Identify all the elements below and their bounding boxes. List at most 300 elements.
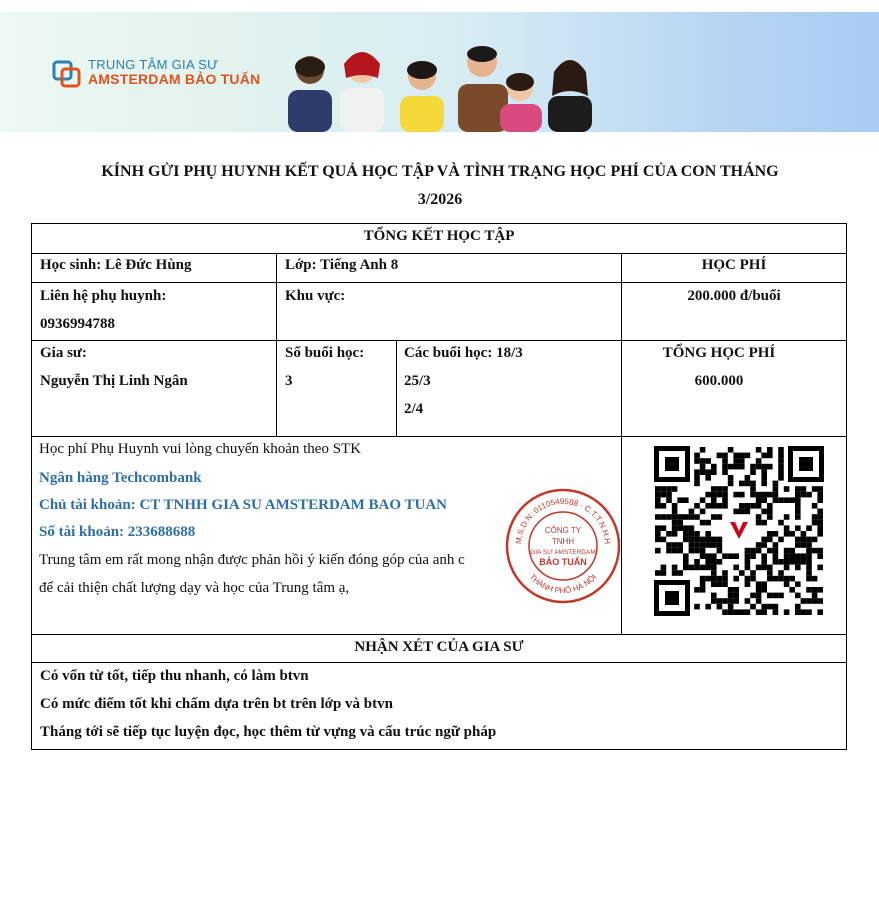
qr-module xyxy=(739,609,745,615)
qr-module xyxy=(761,520,767,526)
qr-module xyxy=(806,570,812,576)
review-line: Tháng tới sẽ tiếp tục luyện đọc, học thêm từ vựng và cấu trúc ngữ pháp xyxy=(40,724,497,740)
qr-module xyxy=(672,542,678,548)
qr-module xyxy=(795,537,801,543)
qr-module xyxy=(728,598,734,604)
qr-module xyxy=(784,559,790,565)
qr-module xyxy=(733,565,739,571)
qr-module xyxy=(711,559,717,565)
brand-logo-icon xyxy=(52,59,82,89)
qr-module xyxy=(728,475,734,481)
banner-people-illustration xyxy=(270,12,610,132)
qr-module xyxy=(745,565,751,571)
qr-module xyxy=(761,497,767,503)
qr-module xyxy=(756,587,762,593)
qr-module xyxy=(773,531,779,537)
qr-module xyxy=(683,525,689,531)
qr-module xyxy=(700,548,706,554)
qr-module xyxy=(717,492,723,498)
qr-module xyxy=(683,553,689,559)
review-line: Có vốn từ tốt, tiếp thu nhanh, có làm btvn xyxy=(40,668,309,684)
stamp-ring-text: M.S.D.N: 0110549588 - C.T.T.N.H.H xyxy=(513,496,613,545)
session-date: 2/4 xyxy=(404,401,424,417)
qr-module xyxy=(817,548,823,554)
qr-module xyxy=(778,537,784,543)
qr-module xyxy=(694,503,700,509)
qr-module xyxy=(817,520,823,526)
qr-module xyxy=(767,537,773,543)
qr-module xyxy=(761,469,767,475)
qr-module xyxy=(761,492,767,498)
qr-module xyxy=(789,587,795,593)
qr-module xyxy=(739,458,745,464)
qr-module xyxy=(728,464,734,470)
qr-module xyxy=(789,548,795,554)
qr-module xyxy=(817,486,823,492)
qr-module xyxy=(711,497,717,503)
qr-module xyxy=(672,531,678,537)
qr-module xyxy=(756,598,762,604)
qr-module xyxy=(812,576,818,582)
qr-module xyxy=(694,604,700,610)
qr-module xyxy=(694,565,700,571)
qr-module xyxy=(666,542,672,548)
qr-module xyxy=(817,509,823,515)
qr-module xyxy=(705,503,711,509)
qr-module xyxy=(806,598,812,604)
qr-module xyxy=(722,576,728,582)
bank-name: Ngân hàng Techcombank xyxy=(39,470,202,486)
qr-module xyxy=(711,598,717,604)
col-divider xyxy=(396,340,397,437)
qr-module xyxy=(789,576,795,582)
qr-module xyxy=(812,598,818,604)
tutor-name: Nguyễn Thị Linh Ngân xyxy=(40,373,188,389)
qr-module xyxy=(773,481,779,487)
qr-module xyxy=(683,565,689,571)
qr-module xyxy=(711,576,717,582)
qr-module xyxy=(711,492,717,498)
stamp-line2: TNHH xyxy=(551,537,575,546)
qr-module xyxy=(778,576,784,582)
qr-module xyxy=(795,542,801,548)
qr-module xyxy=(789,553,795,559)
qr-module xyxy=(733,598,739,604)
total-fee-label: TỔNG HỌC PHÍ xyxy=(662,345,776,361)
qr-module xyxy=(778,570,784,576)
session-count: 3 xyxy=(285,373,293,389)
qr-module xyxy=(694,453,700,459)
qr-module xyxy=(717,548,723,554)
qr-module xyxy=(817,598,823,604)
qr-module xyxy=(733,576,739,582)
qr-module xyxy=(694,469,700,475)
qr-module xyxy=(700,565,706,571)
qr-module xyxy=(672,548,678,554)
qr-module xyxy=(683,537,689,543)
qr-module xyxy=(784,486,790,492)
qr-module xyxy=(812,520,818,526)
qr-module xyxy=(722,570,728,576)
parent-phone: 0936994788 xyxy=(40,316,115,332)
qr-module xyxy=(700,464,706,470)
qr-module xyxy=(739,464,745,470)
qr-module xyxy=(661,514,667,520)
qr-module xyxy=(666,548,672,554)
qr-module xyxy=(801,609,807,615)
qr-module xyxy=(767,593,773,599)
qr-module xyxy=(767,548,773,554)
col-divider xyxy=(276,253,277,437)
session-count-label: Số buổi học: xyxy=(285,345,365,361)
qr-module xyxy=(700,509,706,515)
qr-module xyxy=(812,514,818,520)
qr-module xyxy=(750,576,756,582)
qr-module xyxy=(722,497,728,503)
qr-module xyxy=(666,514,672,520)
qr-module xyxy=(655,492,661,498)
qr-module xyxy=(694,537,700,543)
qr-module xyxy=(761,604,767,610)
qr-module xyxy=(795,497,801,503)
qr-module xyxy=(773,497,779,503)
qr-module xyxy=(711,593,717,599)
qr-module xyxy=(700,576,706,582)
qr-module xyxy=(700,469,706,475)
qr-module xyxy=(694,548,700,554)
qr-module xyxy=(761,587,767,593)
qr-module xyxy=(773,542,779,548)
page-title-line2: 3/2026 xyxy=(417,191,463,208)
qr-module xyxy=(784,531,790,537)
qr-module xyxy=(661,525,667,531)
qr-module xyxy=(722,492,728,498)
qr-module xyxy=(722,503,728,509)
qr-module xyxy=(655,531,661,537)
qr-module xyxy=(806,587,812,593)
stamp-line1: CÔNG TY xyxy=(544,526,582,535)
qr-module xyxy=(767,531,773,537)
qr-module xyxy=(767,464,773,470)
qr-module xyxy=(672,565,678,571)
qr-module xyxy=(694,458,700,464)
qr-module xyxy=(778,520,784,526)
qr-module xyxy=(677,570,683,576)
qr-module xyxy=(756,464,762,470)
qr-module xyxy=(806,548,812,554)
qr-module xyxy=(795,581,801,587)
qr-module xyxy=(745,559,751,565)
qr-module xyxy=(812,503,818,509)
qr-module xyxy=(773,548,779,554)
stamp-line3: GIA SƯ AMSTERDAM xyxy=(530,549,596,556)
qr-module xyxy=(728,604,734,610)
qr-module xyxy=(778,559,784,565)
qr-module xyxy=(745,598,751,604)
qr-module xyxy=(705,458,711,464)
qr-module xyxy=(733,458,739,464)
qr-module xyxy=(778,469,784,475)
qr-module xyxy=(745,581,751,587)
qr-module xyxy=(756,520,762,526)
qr-module xyxy=(756,458,762,464)
qr-module xyxy=(756,581,762,587)
qr-module xyxy=(655,525,661,531)
session-date: 25/3 xyxy=(404,373,431,389)
qr-module xyxy=(717,598,723,604)
qr-module xyxy=(705,492,711,498)
qr-module xyxy=(700,458,706,464)
qr-module xyxy=(806,542,812,548)
qr-module xyxy=(672,520,678,526)
qr-module xyxy=(784,565,790,571)
qr-module xyxy=(661,503,667,509)
area-label: Khu vực: xyxy=(285,288,346,304)
qr-module xyxy=(750,492,756,498)
qr-module xyxy=(672,486,678,492)
qr-module xyxy=(745,509,751,515)
qr-module xyxy=(705,469,711,475)
qr-module xyxy=(711,486,717,492)
qr-module xyxy=(683,559,689,565)
brand-line2: AMSTERDAM BẢO TUẤN xyxy=(88,71,261,88)
qr-module xyxy=(784,576,790,582)
qr-module xyxy=(677,497,683,503)
qr-module xyxy=(705,475,711,481)
feedback-line1: Trung tâm em rất mong nhận được phản hồi ý kiến đóng góp của anh c xyxy=(39,552,465,568)
qr-module xyxy=(722,469,728,475)
qr-module xyxy=(789,497,795,503)
qr-module xyxy=(750,548,756,554)
qr-module xyxy=(689,548,695,554)
qr-module xyxy=(705,520,711,526)
qr-module xyxy=(761,553,767,559)
qr-module xyxy=(661,537,667,543)
qr-module xyxy=(761,609,767,615)
qr-module xyxy=(672,525,678,531)
payment-qr-code xyxy=(654,444,824,618)
qr-module xyxy=(694,514,700,520)
qr-module xyxy=(761,581,767,587)
qr-module xyxy=(711,503,717,509)
qr-module xyxy=(789,531,795,537)
qr-module xyxy=(666,492,672,498)
qr-module xyxy=(717,581,723,587)
qr-module xyxy=(761,481,767,487)
qr-module xyxy=(756,492,762,498)
qr-module xyxy=(817,525,823,531)
qr-module xyxy=(689,542,695,548)
qr-module xyxy=(806,565,812,571)
qr-module xyxy=(773,604,779,610)
qr-module xyxy=(795,565,801,571)
qr-module xyxy=(778,475,784,481)
qr-module xyxy=(750,593,756,599)
fee-header: HỌC PHÍ xyxy=(701,257,767,273)
qr-module xyxy=(700,447,706,453)
summary-title: TỔNG KẾT HỌC TẬP xyxy=(363,228,515,244)
qr-module xyxy=(817,497,823,503)
qr-module xyxy=(689,514,695,520)
qr-module xyxy=(756,593,762,599)
qr-module xyxy=(722,458,728,464)
qr-module xyxy=(795,604,801,610)
svg-text:THÀNH PHỐ HÀ NỘI xyxy=(528,572,599,595)
qr-module xyxy=(795,514,801,520)
qr-module xyxy=(661,492,667,498)
qr-module xyxy=(677,520,683,526)
qr-module xyxy=(711,537,717,543)
feedback-line2: để cải thiện chất lượng dạy và học của Trung tâm ạ, xyxy=(39,580,350,596)
qr-module xyxy=(711,570,717,576)
qr-module xyxy=(717,537,723,543)
qr-module xyxy=(694,531,700,537)
sessions-label: Các buổi học: 18/3 xyxy=(404,345,523,361)
qr-module xyxy=(733,587,739,593)
qr-module xyxy=(767,514,773,520)
student-name: Học sinh: Lê Đức Hùng xyxy=(40,257,192,273)
qr-module xyxy=(689,565,695,571)
qr-module xyxy=(717,542,723,548)
qr-module xyxy=(778,453,784,459)
qr-module xyxy=(694,559,700,565)
qr-module xyxy=(806,525,812,531)
qr-module xyxy=(778,497,784,503)
qr-module xyxy=(745,481,751,487)
qr-module xyxy=(784,553,790,559)
qr-module xyxy=(717,503,723,509)
fee-per-session: 200.000 đ/buổi xyxy=(687,288,781,304)
qr-module xyxy=(784,497,790,503)
qr-module xyxy=(812,486,818,492)
qr-module xyxy=(801,486,807,492)
qr-module xyxy=(711,514,717,520)
qr-module xyxy=(655,503,661,509)
qr-module xyxy=(722,598,728,604)
qr-module xyxy=(801,542,807,548)
qr-module xyxy=(739,481,745,487)
qr-module xyxy=(722,553,728,559)
qr-module xyxy=(778,458,784,464)
qr-module xyxy=(700,537,706,543)
qr-module xyxy=(689,537,695,543)
stamp-line4: BẢO TUẤN xyxy=(539,557,587,567)
qr-module xyxy=(789,559,795,565)
qr-module xyxy=(756,514,762,520)
qr-module xyxy=(756,497,762,503)
qr-module xyxy=(739,492,745,498)
qr-module xyxy=(767,453,773,459)
qr-module xyxy=(666,531,672,537)
qr-module xyxy=(722,486,728,492)
qr-module xyxy=(745,503,751,509)
qr-module xyxy=(722,453,728,459)
qr-module xyxy=(677,542,683,548)
qr-module xyxy=(700,553,706,559)
qr-module xyxy=(717,576,723,582)
report-table xyxy=(31,223,847,750)
qr-module xyxy=(773,559,779,565)
account-number: Số tài khoản: 233688688 xyxy=(39,524,196,540)
qr-module xyxy=(728,609,734,615)
qr-module xyxy=(778,447,784,453)
qr-module xyxy=(750,503,756,509)
qr-module xyxy=(767,604,773,610)
qr-module xyxy=(689,509,695,515)
tutor-label: Gia sư: xyxy=(40,345,87,361)
qr-module xyxy=(722,609,728,615)
qr-module xyxy=(795,553,801,559)
brand-line1: TRUNG TÂM GIA SƯ xyxy=(88,57,219,72)
qr-module xyxy=(784,514,790,520)
qr-module xyxy=(817,609,823,615)
qr-module xyxy=(745,576,751,582)
qr-module xyxy=(750,469,756,475)
review-line: Có mức điểm tốt khi chấm dựa trên bt trên lớp và btvn xyxy=(40,696,393,712)
qr-module xyxy=(745,548,751,554)
qr-module xyxy=(750,486,756,492)
qr-module xyxy=(806,492,812,498)
qr-module xyxy=(655,497,661,503)
qr-module xyxy=(728,553,734,559)
qr-module xyxy=(806,609,812,615)
qr-module xyxy=(705,537,711,543)
qr-module xyxy=(761,509,767,515)
payment-instruction: Học phí Phụ Huynh vui lòng chuyển khoản theo STK xyxy=(39,441,362,457)
qr-module xyxy=(806,537,812,543)
qr-module xyxy=(801,598,807,604)
qr-module xyxy=(717,514,723,520)
qr-module xyxy=(717,604,723,610)
qr-module xyxy=(728,481,734,487)
qr-module xyxy=(677,514,683,520)
qr-module xyxy=(817,514,823,520)
qr-module xyxy=(784,525,790,531)
qr-module xyxy=(812,593,818,599)
qr-module xyxy=(672,509,678,515)
qr-module xyxy=(739,453,745,459)
qr-module xyxy=(728,587,734,593)
qr-module xyxy=(655,486,661,492)
qr-module xyxy=(733,453,739,459)
page-title xyxy=(40,158,840,214)
qr-module xyxy=(717,559,723,565)
qr-module xyxy=(761,559,767,565)
qr-module xyxy=(795,609,801,615)
qr-module xyxy=(761,542,767,548)
qr-module xyxy=(700,587,706,593)
qr-module xyxy=(817,587,823,593)
qr-module xyxy=(694,542,700,548)
qr-module xyxy=(705,565,711,571)
qr-module xyxy=(661,570,667,576)
qr-module xyxy=(689,525,695,531)
qr-module xyxy=(700,520,706,526)
qr-module xyxy=(767,447,773,453)
qr-module xyxy=(817,553,823,559)
qr-module xyxy=(705,542,711,548)
qr-module xyxy=(812,537,818,543)
qr-module xyxy=(795,509,801,515)
qr-module xyxy=(666,497,672,503)
qr-module xyxy=(733,593,739,599)
qr-module xyxy=(683,531,689,537)
qr-module xyxy=(773,553,779,559)
account-holder: Chủ tài khoản: CT TNHH GIA SU AMSTERDAM BAO TUAN xyxy=(39,497,448,513)
qr-module xyxy=(795,503,801,509)
class-name: Lớp: Tiếng Anh 8 xyxy=(285,257,399,273)
qr-module xyxy=(767,503,773,509)
